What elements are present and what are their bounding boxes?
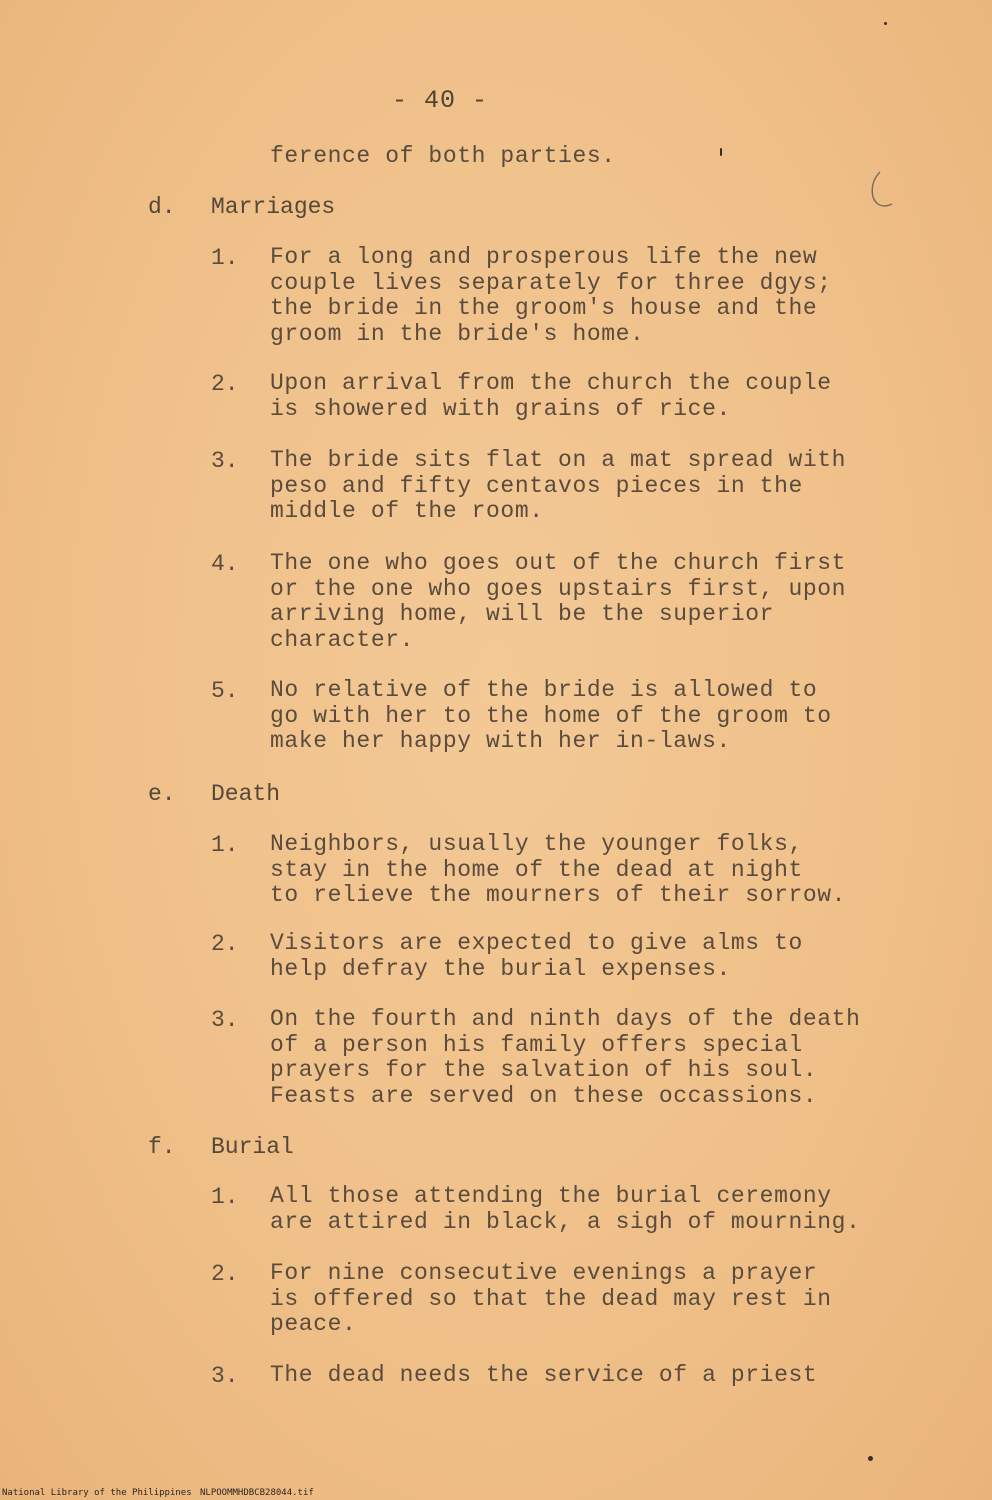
section-e-item-3-number: 3.: [211, 1007, 239, 1033]
text-line: couple lives separately for three dgys;: [270, 269, 832, 296]
section-f-item-1-number: 1.: [211, 1184, 239, 1210]
text-line: character.: [270, 626, 415, 653]
section-d-item-4-number: 4.: [211, 551, 239, 577]
speck: [868, 1456, 873, 1461]
section-e-item-3-text: [270, 1007, 910, 1109]
text-line: Visitors are expected to give alms to: [270, 930, 803, 956]
text-line: help defray the burial expenses.: [270, 955, 731, 982]
text-line: prayers for the salvation of his soul.: [270, 1057, 818, 1083]
section-d-title: Marriages: [211, 194, 336, 220]
text-line: go with her to the home of the groom to: [270, 702, 832, 729]
text-line: On the fourth and ninth days of the death: [270, 1006, 861, 1032]
text-line: are attired in black, a sigh of mourning.: [270, 1208, 861, 1235]
text-line: is showered with grains of rice.: [270, 395, 731, 422]
footer-filename: NLPOOMMHDBCB28044.tif: [200, 1488, 314, 1498]
text-line: of a person his family offers special: [270, 1031, 803, 1058]
text-line: peso and fifty centavos pieces in the: [270, 472, 803, 499]
speck: [884, 22, 887, 25]
text-line: For nine consecutive evenings a prayer: [270, 1260, 818, 1286]
section-e-item-2-number: 2.: [211, 931, 239, 957]
section-f-item-2-text: [270, 1261, 910, 1338]
section-e-item-2-text: [270, 931, 910, 982]
section-d-item-1-number: 1.: [211, 245, 239, 271]
text-line: middle of the room.: [270, 498, 544, 524]
section-f-item-1-text: [270, 1184, 910, 1235]
section-f-letter: f.: [148, 1134, 176, 1160]
text-line: arriving home, will be the superior: [270, 601, 775, 627]
section-f-title: Burial: [211, 1134, 294, 1160]
text-line: the bride in the groom's house and the: [270, 295, 818, 321]
section-e-title: Death: [211, 781, 281, 807]
section-f-item-3-number: 3.: [211, 1363, 239, 1389]
text-line: All those attending the burial ceremony: [270, 1183, 832, 1209]
page-number: - 40 -: [391, 86, 488, 115]
text-line: The dead needs the service of a priest: [270, 1362, 818, 1388]
section-d-letter: d.: [148, 194, 176, 220]
text-line: No relative of the bride is allowed to: [270, 677, 818, 703]
section-d-item-3-text: [270, 448, 910, 525]
text-line: Neighbors, usually the younger folks,: [270, 831, 803, 857]
text-line: groom in the bride's home.: [270, 320, 645, 347]
section-e-letter: e.: [148, 781, 176, 807]
text-line: peace.: [270, 1311, 357, 1337]
text-line: Upon arrival from the church the couple: [270, 370, 832, 396]
section-d-item-2-text: [270, 371, 910, 422]
text-line: The one who goes out of the church first: [270, 550, 847, 576]
text-line: stay in the home of the dead at night: [270, 856, 803, 883]
text-line: For a long and prosperous life the new: [270, 244, 818, 270]
section-e-item-1-number: 1.: [211, 832, 239, 858]
continuation-line: ference of both parties.: [270, 143, 616, 169]
text-line: make her happy with her in-laws.: [270, 728, 731, 754]
text-line: to relieve the mourners of their sorrow.: [270, 882, 847, 908]
section-d-item-4-text: [270, 551, 910, 653]
text-line: is offered so that the dead may rest in: [270, 1285, 832, 1312]
text-line: or the one who goes upstairs first, upon: [270, 575, 847, 602]
section-d-item-1-text: [270, 245, 910, 347]
text-line: Feasts are served on these occassions.: [270, 1082, 818, 1109]
section-f-item-2-number: 2.: [211, 1261, 239, 1287]
pencil-mark-icon: [866, 168, 896, 214]
footer-library: National Library of the Philippines: [2, 1488, 192, 1498]
section-d-item-5-number: 5.: [211, 678, 239, 704]
speck: [720, 148, 722, 156]
section-f-item-3-text: [270, 1363, 910, 1389]
text-line: The bride sits flat on a mat spread with: [270, 447, 847, 473]
section-e-item-1-text: [270, 832, 910, 909]
section-d-item-2-number: 2.: [211, 371, 239, 397]
section-d-item-3-number: 3.: [211, 448, 239, 474]
section-d-item-5-text: [270, 678, 910, 755]
